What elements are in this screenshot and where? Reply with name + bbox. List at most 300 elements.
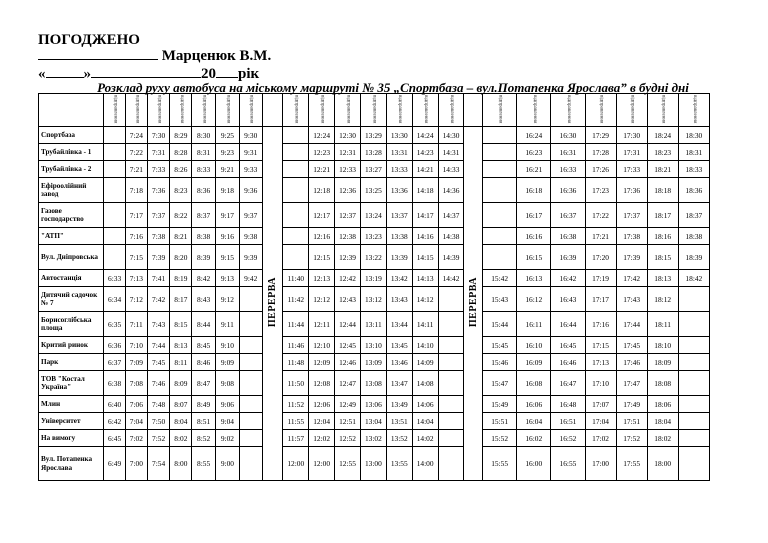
departure-time: 13:43	[386, 287, 412, 312]
departure-time: 18:12	[647, 287, 678, 312]
departure-time	[483, 161, 517, 178]
stop-name: На вимогу	[39, 430, 104, 447]
departure-time: 17:46	[616, 354, 647, 371]
departure-time: 7:13	[125, 270, 147, 287]
column-header	[438, 94, 464, 127]
departure-time: 14:39	[438, 245, 464, 270]
departure-time: 8:47	[192, 371, 216, 396]
departure-time: 17:52	[616, 430, 647, 447]
column-header-label: відправлення	[660, 94, 666, 124]
departure-time: 16:51	[551, 413, 585, 430]
departure-time: 8:52	[192, 430, 216, 447]
departure-time: 8:28	[170, 144, 192, 161]
departure-time	[438, 371, 464, 396]
departure-time: 13:00	[360, 447, 386, 481]
departure-time: 17:13	[585, 354, 616, 371]
departure-time: 12:11	[309, 312, 335, 337]
departure-time	[239, 312, 262, 337]
departure-time: 13:47	[386, 371, 412, 396]
departure-time: 9:23	[216, 144, 240, 161]
departure-time: 14:02	[412, 430, 438, 447]
departure-time: 6:38	[104, 371, 126, 396]
departure-time: 18:02	[647, 430, 678, 447]
signature-blank	[38, 46, 158, 60]
departure-time	[438, 430, 464, 447]
column-header	[104, 94, 126, 127]
departure-time: 13:24	[360, 203, 386, 228]
departure-time: 7:31	[147, 144, 170, 161]
departure-time: 9:39	[239, 245, 262, 270]
departure-time	[678, 396, 709, 413]
departure-time	[239, 413, 262, 430]
departure-time: 9:18	[216, 178, 240, 203]
column-header-label: відправлення	[423, 94, 429, 124]
column-header	[551, 94, 585, 127]
departure-time: 12:39	[335, 245, 361, 270]
departure-time: 8:15	[170, 312, 192, 337]
departure-time: 16:48	[551, 396, 585, 413]
departure-time: 7:38	[147, 228, 170, 245]
departure-time	[239, 337, 262, 354]
departure-time	[104, 127, 126, 144]
departure-time: 18:16	[647, 228, 678, 245]
schedule-row	[39, 447, 710, 481]
stop-name: "АТП"	[39, 228, 104, 245]
stop-name: Газове господарство	[39, 203, 104, 228]
departure-time: 16:30	[551, 127, 585, 144]
schedule-row	[39, 413, 710, 430]
departure-time: 9:04	[216, 413, 240, 430]
departure-time: 7:02	[125, 430, 147, 447]
departure-time: 8:19	[170, 270, 192, 287]
departure-time: 12:17	[309, 203, 335, 228]
departure-time: 13:49	[386, 396, 412, 413]
departure-time: 12:46	[335, 354, 361, 371]
departure-time: 12:12	[309, 287, 335, 312]
departure-time: 11:40	[283, 270, 309, 287]
departure-time	[283, 144, 309, 161]
schedule-row	[39, 144, 710, 161]
stop-name: Автостанція	[39, 270, 104, 287]
departure-time: 8:20	[170, 245, 192, 270]
departure-time: 13:46	[386, 354, 412, 371]
departure-time: 12:02	[309, 430, 335, 447]
departure-time: 18:04	[647, 413, 678, 430]
column-header-label: відправлення	[345, 94, 351, 124]
departure-time: 8:31	[192, 144, 216, 161]
departure-time: 7:42	[147, 287, 170, 312]
departure-time: 14:30	[438, 127, 464, 144]
departure-time: 17:22	[585, 203, 616, 228]
departure-time: 18:42	[678, 270, 709, 287]
departure-time: 9:17	[216, 203, 240, 228]
departure-time: 12:49	[335, 396, 361, 413]
departure-time: 17:02	[585, 430, 616, 447]
departure-time: 17:55	[616, 447, 647, 481]
departure-time: 9:10	[216, 337, 240, 354]
departure-time: 13:10	[360, 337, 386, 354]
departure-time: 7:54	[147, 447, 170, 481]
departure-time: 16:39	[551, 245, 585, 270]
departure-time: 16:11	[517, 312, 551, 337]
departure-time	[283, 228, 309, 245]
departure-time: 13:55	[386, 447, 412, 481]
departure-time: 17:36	[616, 178, 647, 203]
column-header	[192, 94, 216, 127]
signature-line	[38, 46, 271, 65]
column-header	[283, 94, 309, 127]
departure-time: 9:31	[239, 144, 262, 161]
departure-time: 17:04	[585, 413, 616, 430]
departure-time: 12:00	[283, 447, 309, 481]
year-prefix: 20	[201, 66, 216, 82]
departure-time: 8:36	[192, 178, 216, 203]
departure-time: 16:44	[551, 312, 585, 337]
column-header-label: відправлення	[691, 94, 697, 124]
departure-time: 13:19	[360, 270, 386, 287]
schedule-row	[39, 270, 710, 287]
departure-time: 8:26	[170, 161, 192, 178]
departure-time: 12:21	[309, 161, 335, 178]
column-header-label: відправлення	[397, 94, 403, 124]
departure-time	[678, 447, 709, 481]
departure-time: 18:39	[678, 245, 709, 270]
departure-time: 13:44	[386, 312, 412, 337]
column-header	[517, 94, 551, 127]
departure-time	[104, 245, 126, 270]
departure-time: 16:18	[517, 178, 551, 203]
table-header	[39, 94, 710, 127]
departure-time: 12:23	[309, 144, 335, 161]
departure-time: 12:15	[309, 245, 335, 270]
departure-time: 15:45	[483, 337, 517, 354]
departure-time: 16:37	[551, 203, 585, 228]
departure-time: 6:49	[104, 447, 126, 481]
departure-time: 8:00	[170, 447, 192, 481]
departure-time: 15:49	[483, 396, 517, 413]
departure-time: 11:50	[283, 371, 309, 396]
departure-time: 18:21	[647, 161, 678, 178]
departure-time: 17:47	[616, 371, 647, 396]
departure-time: 6:36	[104, 337, 126, 354]
departure-time: 9:16	[216, 228, 240, 245]
departure-time: 11:55	[283, 413, 309, 430]
departure-time: 8:23	[170, 178, 192, 203]
departure-time: 16:45	[551, 337, 585, 354]
departure-time: 7:16	[125, 228, 147, 245]
departure-time: 7:10	[125, 337, 147, 354]
departure-time: 12:08	[309, 371, 335, 396]
departure-time: 13:28	[360, 144, 386, 161]
departure-time: 7:30	[147, 127, 170, 144]
departure-time: 9:02	[216, 430, 240, 447]
schedule-row	[39, 287, 710, 312]
departure-time: 14:33	[438, 161, 464, 178]
stop-name: Вул. Дніпровська	[39, 245, 104, 270]
departure-time: 8:17	[170, 287, 192, 312]
departure-time: 7:36	[147, 178, 170, 203]
departure-time: 8:07	[170, 396, 192, 413]
column-header-label: відправлення	[293, 94, 299, 124]
column-header	[412, 94, 438, 127]
departure-time: 18:31	[678, 144, 709, 161]
departure-time: 13:12	[360, 287, 386, 312]
stop-name: Парк	[39, 354, 104, 371]
break-label: ПЕРЕРВА	[266, 276, 278, 328]
departure-time: 8:09	[170, 371, 192, 396]
signer-name: Марценюк В.М.	[161, 48, 272, 64]
departure-time	[239, 447, 262, 481]
departure-time: 16:10	[517, 337, 551, 354]
break-column-header	[262, 94, 283, 127]
departure-time: 12:13	[309, 270, 335, 287]
header-row	[39, 94, 710, 127]
departure-time: 12:16	[309, 228, 335, 245]
departure-time: 14:21	[412, 161, 438, 178]
departure-time: 18:38	[678, 228, 709, 245]
departure-time: 14:12	[412, 287, 438, 312]
departure-time: 8:51	[192, 413, 216, 430]
stop-name: Борисоглібська площа	[39, 312, 104, 337]
departure-time: 17:00	[585, 447, 616, 481]
departure-time: 17:21	[585, 228, 616, 245]
table-body	[39, 127, 710, 481]
departure-time: 12:10	[309, 337, 335, 354]
schedule-row	[39, 430, 710, 447]
departure-time: 18:09	[647, 354, 678, 371]
departure-time: 18:18	[647, 178, 678, 203]
departure-time: 6:40	[104, 396, 126, 413]
departure-time: 16:21	[517, 161, 551, 178]
departure-time: 12:45	[335, 337, 361, 354]
departure-time: 16:17	[517, 203, 551, 228]
departure-time	[483, 245, 517, 270]
departure-time: 12:18	[309, 178, 335, 203]
departure-time: 9:38	[239, 228, 262, 245]
column-header	[483, 94, 517, 127]
departure-time: 7:06	[125, 396, 147, 413]
schedule-row	[39, 127, 710, 144]
departure-time	[438, 447, 464, 481]
departure-time	[678, 371, 709, 396]
departure-time: 14:36	[438, 178, 464, 203]
date-open-quote: «	[38, 66, 46, 82]
departure-time: 13:08	[360, 371, 386, 396]
departure-time: 17:37	[616, 203, 647, 228]
departure-time: 13:23	[360, 228, 386, 245]
stop-name: ТОВ "Костал Україна"	[39, 371, 104, 396]
departure-time: 16:00	[517, 447, 551, 481]
column-header-label: відправлення	[112, 94, 118, 124]
date-close-quote: »	[83, 66, 91, 82]
departure-time: 8:21	[170, 228, 192, 245]
departure-time: 17:45	[616, 337, 647, 354]
departure-time: 13:38	[386, 228, 412, 245]
departure-time: 12:33	[335, 161, 361, 178]
departure-time: 8:30	[192, 127, 216, 144]
departure-time: 12:31	[335, 144, 361, 161]
departure-time: 14:10	[412, 337, 438, 354]
column-header-label: відправлення	[598, 94, 604, 124]
departure-time: 8:46	[192, 354, 216, 371]
stop-name: Спортбаза	[39, 127, 104, 144]
departure-time: 9:12	[216, 287, 240, 312]
departure-time: 16:43	[551, 287, 585, 312]
departure-time: 13:29	[360, 127, 386, 144]
departure-time: 15:46	[483, 354, 517, 371]
departure-time: 15:44	[483, 312, 517, 337]
departure-time: 9:11	[216, 312, 240, 337]
departure-time: 16:23	[517, 144, 551, 161]
departure-time: 17:20	[585, 245, 616, 270]
departure-time	[483, 127, 517, 144]
departure-time: 16:33	[551, 161, 585, 178]
departure-time	[483, 144, 517, 161]
column-header	[170, 94, 192, 127]
departure-time: 7:15	[125, 245, 147, 270]
departure-time: 8:39	[192, 245, 216, 270]
departure-time: 16:24	[517, 127, 551, 144]
column-header	[647, 94, 678, 127]
departure-time: 17:51	[616, 413, 647, 430]
departure-time	[438, 396, 464, 413]
departure-time	[104, 178, 126, 203]
departure-time	[283, 161, 309, 178]
schedule-row	[39, 337, 710, 354]
departure-time: 16:15	[517, 245, 551, 270]
column-header	[335, 94, 361, 127]
departure-time	[104, 203, 126, 228]
departure-time: 9:15	[216, 245, 240, 270]
departure-time: 17:38	[616, 228, 647, 245]
column-header-label: відправлення	[134, 94, 140, 124]
schedule-row	[39, 371, 710, 396]
stop-column-header	[39, 94, 104, 127]
departure-time: 12:55	[335, 447, 361, 481]
departure-time: 17:07	[585, 396, 616, 413]
departure-time: 15:55	[483, 447, 517, 481]
column-header	[125, 94, 147, 127]
departure-time: 16:46	[551, 354, 585, 371]
departure-time: 9:21	[216, 161, 240, 178]
departure-time: 11:48	[283, 354, 309, 371]
departure-time: 17:43	[616, 287, 647, 312]
departure-time: 12:09	[309, 354, 335, 371]
departure-time: 13:31	[386, 144, 412, 161]
departure-time: 8:45	[192, 337, 216, 354]
departure-time	[438, 337, 464, 354]
departure-time: 7:46	[147, 371, 170, 396]
departure-time: 13:36	[386, 178, 412, 203]
departure-time: 12:51	[335, 413, 361, 430]
departure-time	[239, 430, 262, 447]
break-cell	[464, 127, 483, 481]
departure-time: 13:11	[360, 312, 386, 337]
departure-time: 16:08	[517, 371, 551, 396]
departure-time: 16:02	[517, 430, 551, 447]
schedule-row	[39, 245, 710, 270]
departure-time: 18:30	[678, 127, 709, 144]
departure-time: 7:11	[125, 312, 147, 337]
departure-time	[678, 354, 709, 371]
departure-time: 13:25	[360, 178, 386, 203]
departure-time: 7:08	[125, 371, 147, 396]
column-header	[309, 94, 335, 127]
departure-time: 7:21	[125, 161, 147, 178]
departure-time: 12:30	[335, 127, 361, 144]
departure-time: 14:13	[412, 270, 438, 287]
departure-time: 7:50	[147, 413, 170, 430]
departure-time: 12:52	[335, 430, 361, 447]
break-column-header	[464, 94, 483, 127]
column-header	[239, 94, 262, 127]
departure-time: 12:44	[335, 312, 361, 337]
departure-time: 16:13	[517, 270, 551, 287]
departure-time: 8:43	[192, 287, 216, 312]
departure-time: 12:04	[309, 413, 335, 430]
year-suffix: рік	[238, 66, 260, 82]
day-blank	[46, 64, 84, 78]
departure-time: 14:18	[412, 178, 438, 203]
departure-time: 13:30	[386, 127, 412, 144]
departure-time: 12:47	[335, 371, 361, 396]
departure-time: 11:57	[283, 430, 309, 447]
departure-time: 17:44	[616, 312, 647, 337]
departure-time	[283, 203, 309, 228]
departure-time	[239, 396, 262, 413]
departure-time	[678, 430, 709, 447]
departure-time: 8:22	[170, 203, 192, 228]
departure-time: 15:52	[483, 430, 517, 447]
departure-time: 14:00	[412, 447, 438, 481]
schedule-row	[39, 203, 710, 228]
departure-time: 17:16	[585, 312, 616, 337]
departure-time: 13:42	[386, 270, 412, 287]
stop-name: Вул. Потапенка Ярослава	[39, 447, 104, 481]
departure-time: 8:37	[192, 203, 216, 228]
departure-time: 8:55	[192, 447, 216, 481]
departure-time: 11:42	[283, 287, 309, 312]
departure-time: 8:04	[170, 413, 192, 430]
departure-time: 13:22	[360, 245, 386, 270]
departure-time: 17:28	[585, 144, 616, 161]
schedule-table	[38, 93, 710, 481]
departure-time	[483, 203, 517, 228]
departure-time: 8:13	[170, 337, 192, 354]
column-header-label: відправлення	[629, 94, 635, 124]
departure-time: 8:49	[192, 396, 216, 413]
departure-time	[438, 287, 464, 312]
departure-time: 6:42	[104, 413, 126, 430]
departure-time	[438, 413, 464, 430]
stop-name: Трубайлівка - 2	[39, 161, 104, 178]
departure-time: 6:34	[104, 287, 126, 312]
departure-time: 8:44	[192, 312, 216, 337]
column-header-label: відправлення	[448, 94, 454, 124]
column-header	[585, 94, 616, 127]
departure-time: 7:24	[125, 127, 147, 144]
departure-time	[483, 178, 517, 203]
departure-time	[283, 245, 309, 270]
stop-name: Млин	[39, 396, 104, 413]
departure-time: 16:12	[517, 287, 551, 312]
departure-time: 13:04	[360, 413, 386, 430]
schedule-row	[39, 312, 710, 337]
departure-time: 18:23	[647, 144, 678, 161]
departure-time: 8:38	[192, 228, 216, 245]
departure-time: 17:42	[616, 270, 647, 287]
departure-time: 18:24	[647, 127, 678, 144]
